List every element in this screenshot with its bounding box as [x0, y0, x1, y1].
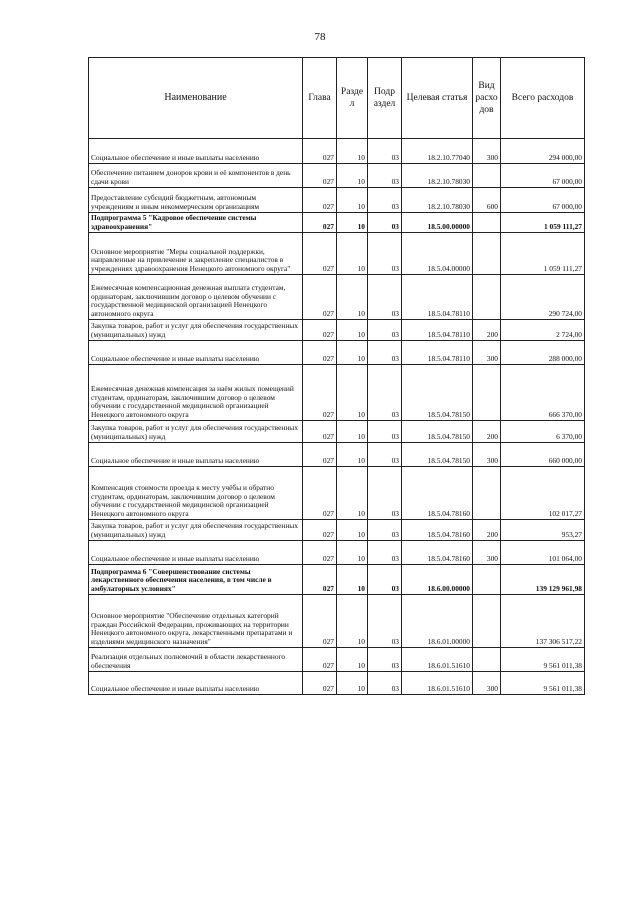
- cell-name: Закупка товаров, работ и услуг для обеспечения государственных (муниципальных) нужд: [89, 320, 303, 341]
- cell-glava: 027: [303, 365, 337, 421]
- cell-podrazdel: 03: [368, 320, 402, 341]
- cell-vid: 200: [473, 320, 501, 341]
- cell-vid: [473, 365, 501, 421]
- budget-table: [88, 57, 585, 695]
- cell-glava: 027: [303, 672, 337, 695]
- cell-total: 9 561 011,38: [501, 648, 585, 672]
- cell-razdel: 10: [337, 443, 368, 467]
- cell-podrazdel: 03: [368, 213, 402, 233]
- header-total: Всего расходов: [501, 58, 585, 139]
- cell-celevaya: 18.6.00.00000: [402, 565, 473, 595]
- table-row: [89, 520, 585, 541]
- table-row: [89, 213, 585, 233]
- cell-podrazdel: 03: [368, 365, 402, 421]
- cell-name: Закупка товаров, работ и услуг для обеспечения государственных (муниципальных) нужд: [89, 520, 303, 541]
- cell-vid: 600: [473, 188, 501, 213]
- cell-name: Социальное обеспечение и иные выплаты населению: [89, 672, 303, 695]
- cell-total: 139 129 961,98: [501, 565, 585, 595]
- cell-glava: 027: [303, 648, 337, 672]
- cell-razdel: 10: [337, 139, 368, 164]
- cell-podrazdel: 03: [368, 164, 402, 188]
- cell-podrazdel: 03: [368, 595, 402, 648]
- cell-name: Основное мероприятие "Меры социальной поддержки, направленные на привлечение и закрепление специалистов в учреждениях здравоохранения Ненецкого автономного округа": [89, 233, 303, 275]
- cell-total: 666 370,00: [501, 365, 585, 421]
- table-row: [89, 467, 585, 520]
- cell-glava: 027: [303, 565, 337, 595]
- cell-celevaya: 18.5.04.78160: [402, 541, 473, 565]
- cell-name: Ежемесячная компенсационная денежная выплата студентам, ординаторам, заключившим договор о целевом обучении с государственной медицинской организацией Ненецкого автономного округа: [89, 275, 303, 320]
- cell-name: Основное мероприятие "Обеспечение отдельных категорий граждан Российской Федерации, проживающих на территории Ненецкого автономного округа, лекарственными препаратами и изделиями медицинского назначения": [89, 595, 303, 648]
- cell-celevaya: 18.6.01.51610: [402, 672, 473, 695]
- table-row: [89, 320, 585, 341]
- table-row: [89, 341, 585, 365]
- cell-name: Социальное обеспечение и иные выплаты населению: [89, 341, 303, 365]
- cell-celevaya: 18.5.04.78150: [402, 421, 473, 443]
- cell-razdel: 10: [337, 565, 368, 595]
- cell-vid: [473, 648, 501, 672]
- table-row: [89, 139, 585, 164]
- cell-podrazdel: 03: [368, 520, 402, 541]
- cell-name: Предоставление субсидий бюджетным, автономным учреждениям и иным некоммерческим организациям: [89, 188, 303, 213]
- header-razdel: Разде л: [337, 58, 368, 139]
- cell-podrazdel: 03: [368, 275, 402, 320]
- cell-celevaya: 18.5.00.00000: [402, 213, 473, 233]
- cell-total: 1 059 111,27: [501, 233, 585, 275]
- cell-celevaya: 18.2.10.78030: [402, 164, 473, 188]
- table-header: [89, 58, 585, 139]
- cell-vid: 300: [473, 541, 501, 565]
- cell-celevaya: 18.5.04.78150: [402, 365, 473, 421]
- cell-podrazdel: 03: [368, 672, 402, 695]
- cell-vid: [473, 233, 501, 275]
- cell-razdel: 10: [337, 233, 368, 275]
- cell-vid: 300: [473, 443, 501, 467]
- cell-razdel: 10: [337, 320, 368, 341]
- table-row: [89, 421, 585, 443]
- cell-total: 137 306 517,22: [501, 595, 585, 648]
- cell-celevaya: 18.2.10.78030: [402, 188, 473, 213]
- header-row: [89, 58, 585, 139]
- cell-glava: 027: [303, 275, 337, 320]
- cell-razdel: 10: [337, 421, 368, 443]
- cell-name: Социальное обеспечение и иные выплаты населению: [89, 541, 303, 565]
- page-number: 78: [314, 31, 326, 43]
- cell-razdel: 10: [337, 213, 368, 233]
- cell-razdel: 10: [337, 541, 368, 565]
- header-podrazdel: Подр аздел: [368, 58, 402, 139]
- cell-vid: [473, 275, 501, 320]
- cell-podrazdel: 03: [368, 443, 402, 467]
- cell-vid: [473, 595, 501, 648]
- cell-podrazdel: 03: [368, 541, 402, 565]
- cell-vid: 300: [473, 672, 501, 695]
- cell-podrazdel: 03: [368, 139, 402, 164]
- cell-name: Социальное обеспечение и иные выплаты населению: [89, 443, 303, 467]
- table-row: [89, 365, 585, 421]
- cell-glava: 027: [303, 595, 337, 648]
- cell-razdel: 10: [337, 595, 368, 648]
- table-row: [89, 188, 585, 213]
- table-row: [89, 164, 585, 188]
- cell-total: 101 064,00: [501, 541, 585, 565]
- table-row: [89, 648, 585, 672]
- cell-celevaya: 18.5.04.78110: [402, 320, 473, 341]
- cell-razdel: 10: [337, 188, 368, 213]
- table-row: [89, 275, 585, 320]
- cell-total: 288 000,00: [501, 341, 585, 365]
- cell-total: 102 017,27: [501, 467, 585, 520]
- header-vid: Вид расхо дов: [473, 58, 501, 139]
- cell-razdel: 10: [337, 275, 368, 320]
- cell-total: 2 724,00: [501, 320, 585, 341]
- cell-celevaya: 18.6.01.00000: [402, 595, 473, 648]
- cell-vid: 300: [473, 139, 501, 164]
- cell-total: 660 000,00: [501, 443, 585, 467]
- cell-razdel: 10: [337, 520, 368, 541]
- cell-celevaya: 18.2.10.77040: [402, 139, 473, 164]
- cell-razdel: 10: [337, 164, 368, 188]
- cell-total: 953,27: [501, 520, 585, 541]
- cell-vid: [473, 164, 501, 188]
- cell-total: 67 000,00: [501, 188, 585, 213]
- cell-name: Обеспечение питанием доноров крови и её компонентов в день сдачи крови: [89, 164, 303, 188]
- cell-podrazdel: 03: [368, 421, 402, 443]
- cell-glava: 027: [303, 213, 337, 233]
- cell-razdel: 10: [337, 365, 368, 421]
- cell-vid: 300: [473, 341, 501, 365]
- cell-razdel: 10: [337, 467, 368, 520]
- cell-podrazdel: 03: [368, 341, 402, 365]
- table-row: [89, 565, 585, 595]
- header-celevaya: Целевая статья: [402, 58, 473, 139]
- cell-vid: 200: [473, 520, 501, 541]
- cell-celevaya: 18.5.04.78160: [402, 467, 473, 520]
- cell-podrazdel: 03: [368, 188, 402, 213]
- cell-podrazdel: 03: [368, 467, 402, 520]
- cell-razdel: 10: [337, 648, 368, 672]
- cell-vid: [473, 467, 501, 520]
- table-body: [89, 139, 585, 695]
- cell-celevaya: 18.5.04.00000: [402, 233, 473, 275]
- cell-name: Ежемесячная денежная компенсация за наём жилых помещений студентам, ординаторам, заключившим договор о целевом обучении с государственной медицинской организацией Ненецкого автономного округа: [89, 365, 303, 421]
- cell-name: Компенсация стоимости проезда к месту учёбы и обратно студентам, ординаторам, заключившим договор о целевом обучении с государственной медицинской организацией Ненецкого автономного округа: [89, 467, 303, 520]
- table-row: [89, 595, 585, 648]
- cell-total: 294 000,00: [501, 139, 585, 164]
- cell-total: 1 059 111,27: [501, 213, 585, 233]
- header-name: Наименование: [89, 58, 303, 139]
- table-row: [89, 541, 585, 565]
- cell-name: Социальное обеспечение и иные выплаты населению: [89, 139, 303, 164]
- cell-name: Подпрограмма 6 "Совершенствование системы лекарственного обеспечения населения, в том числе в амбулаторных условиях": [89, 565, 303, 595]
- cell-vid: 200: [473, 421, 501, 443]
- table-row: [89, 233, 585, 275]
- cell-razdel: 10: [337, 341, 368, 365]
- cell-glava: 027: [303, 139, 337, 164]
- table-row: [89, 443, 585, 467]
- cell-name: Закупка товаров, работ и услуг для обеспечения государственных (муниципальных) нужд: [89, 421, 303, 443]
- header-glava: Глава: [303, 58, 337, 139]
- cell-name: Подпрограмма 5 "Кадровое обеспечение системы здравоохранения": [89, 213, 303, 233]
- cell-glava: 027: [303, 443, 337, 467]
- table-row: [89, 672, 585, 695]
- cell-glava: 027: [303, 188, 337, 213]
- cell-glava: 027: [303, 467, 337, 520]
- cell-celevaya: 18.5.04.78160: [402, 520, 473, 541]
- cell-podrazdel: 03: [368, 233, 402, 275]
- cell-celevaya: 18.5.04.78150: [402, 443, 473, 467]
- cell-glava: 027: [303, 233, 337, 275]
- cell-podrazdel: 03: [368, 565, 402, 595]
- cell-total: 6 370,00: [501, 421, 585, 443]
- cell-glava: 027: [303, 320, 337, 341]
- cell-celevaya: 18.6.01.51610: [402, 648, 473, 672]
- cell-total: 67 000,00: [501, 164, 585, 188]
- cell-glava: 027: [303, 541, 337, 565]
- cell-vid: [473, 213, 501, 233]
- cell-total: 9 561 011,38: [501, 672, 585, 695]
- cell-vid: [473, 565, 501, 595]
- cell-celevaya: 18.5.04.78110: [402, 275, 473, 320]
- cell-glava: 027: [303, 421, 337, 443]
- cell-razdel: 10: [337, 672, 368, 695]
- cell-glava: 027: [303, 164, 337, 188]
- cell-name: Реализация отдельных полномочий в области лекарственного обеспечения: [89, 648, 303, 672]
- cell-podrazdel: 03: [368, 648, 402, 672]
- cell-total: 290 724,00: [501, 275, 585, 320]
- cell-glava: 027: [303, 341, 337, 365]
- cell-glava: 027: [303, 520, 337, 541]
- cell-celevaya: 18.5.04.78110: [402, 341, 473, 365]
